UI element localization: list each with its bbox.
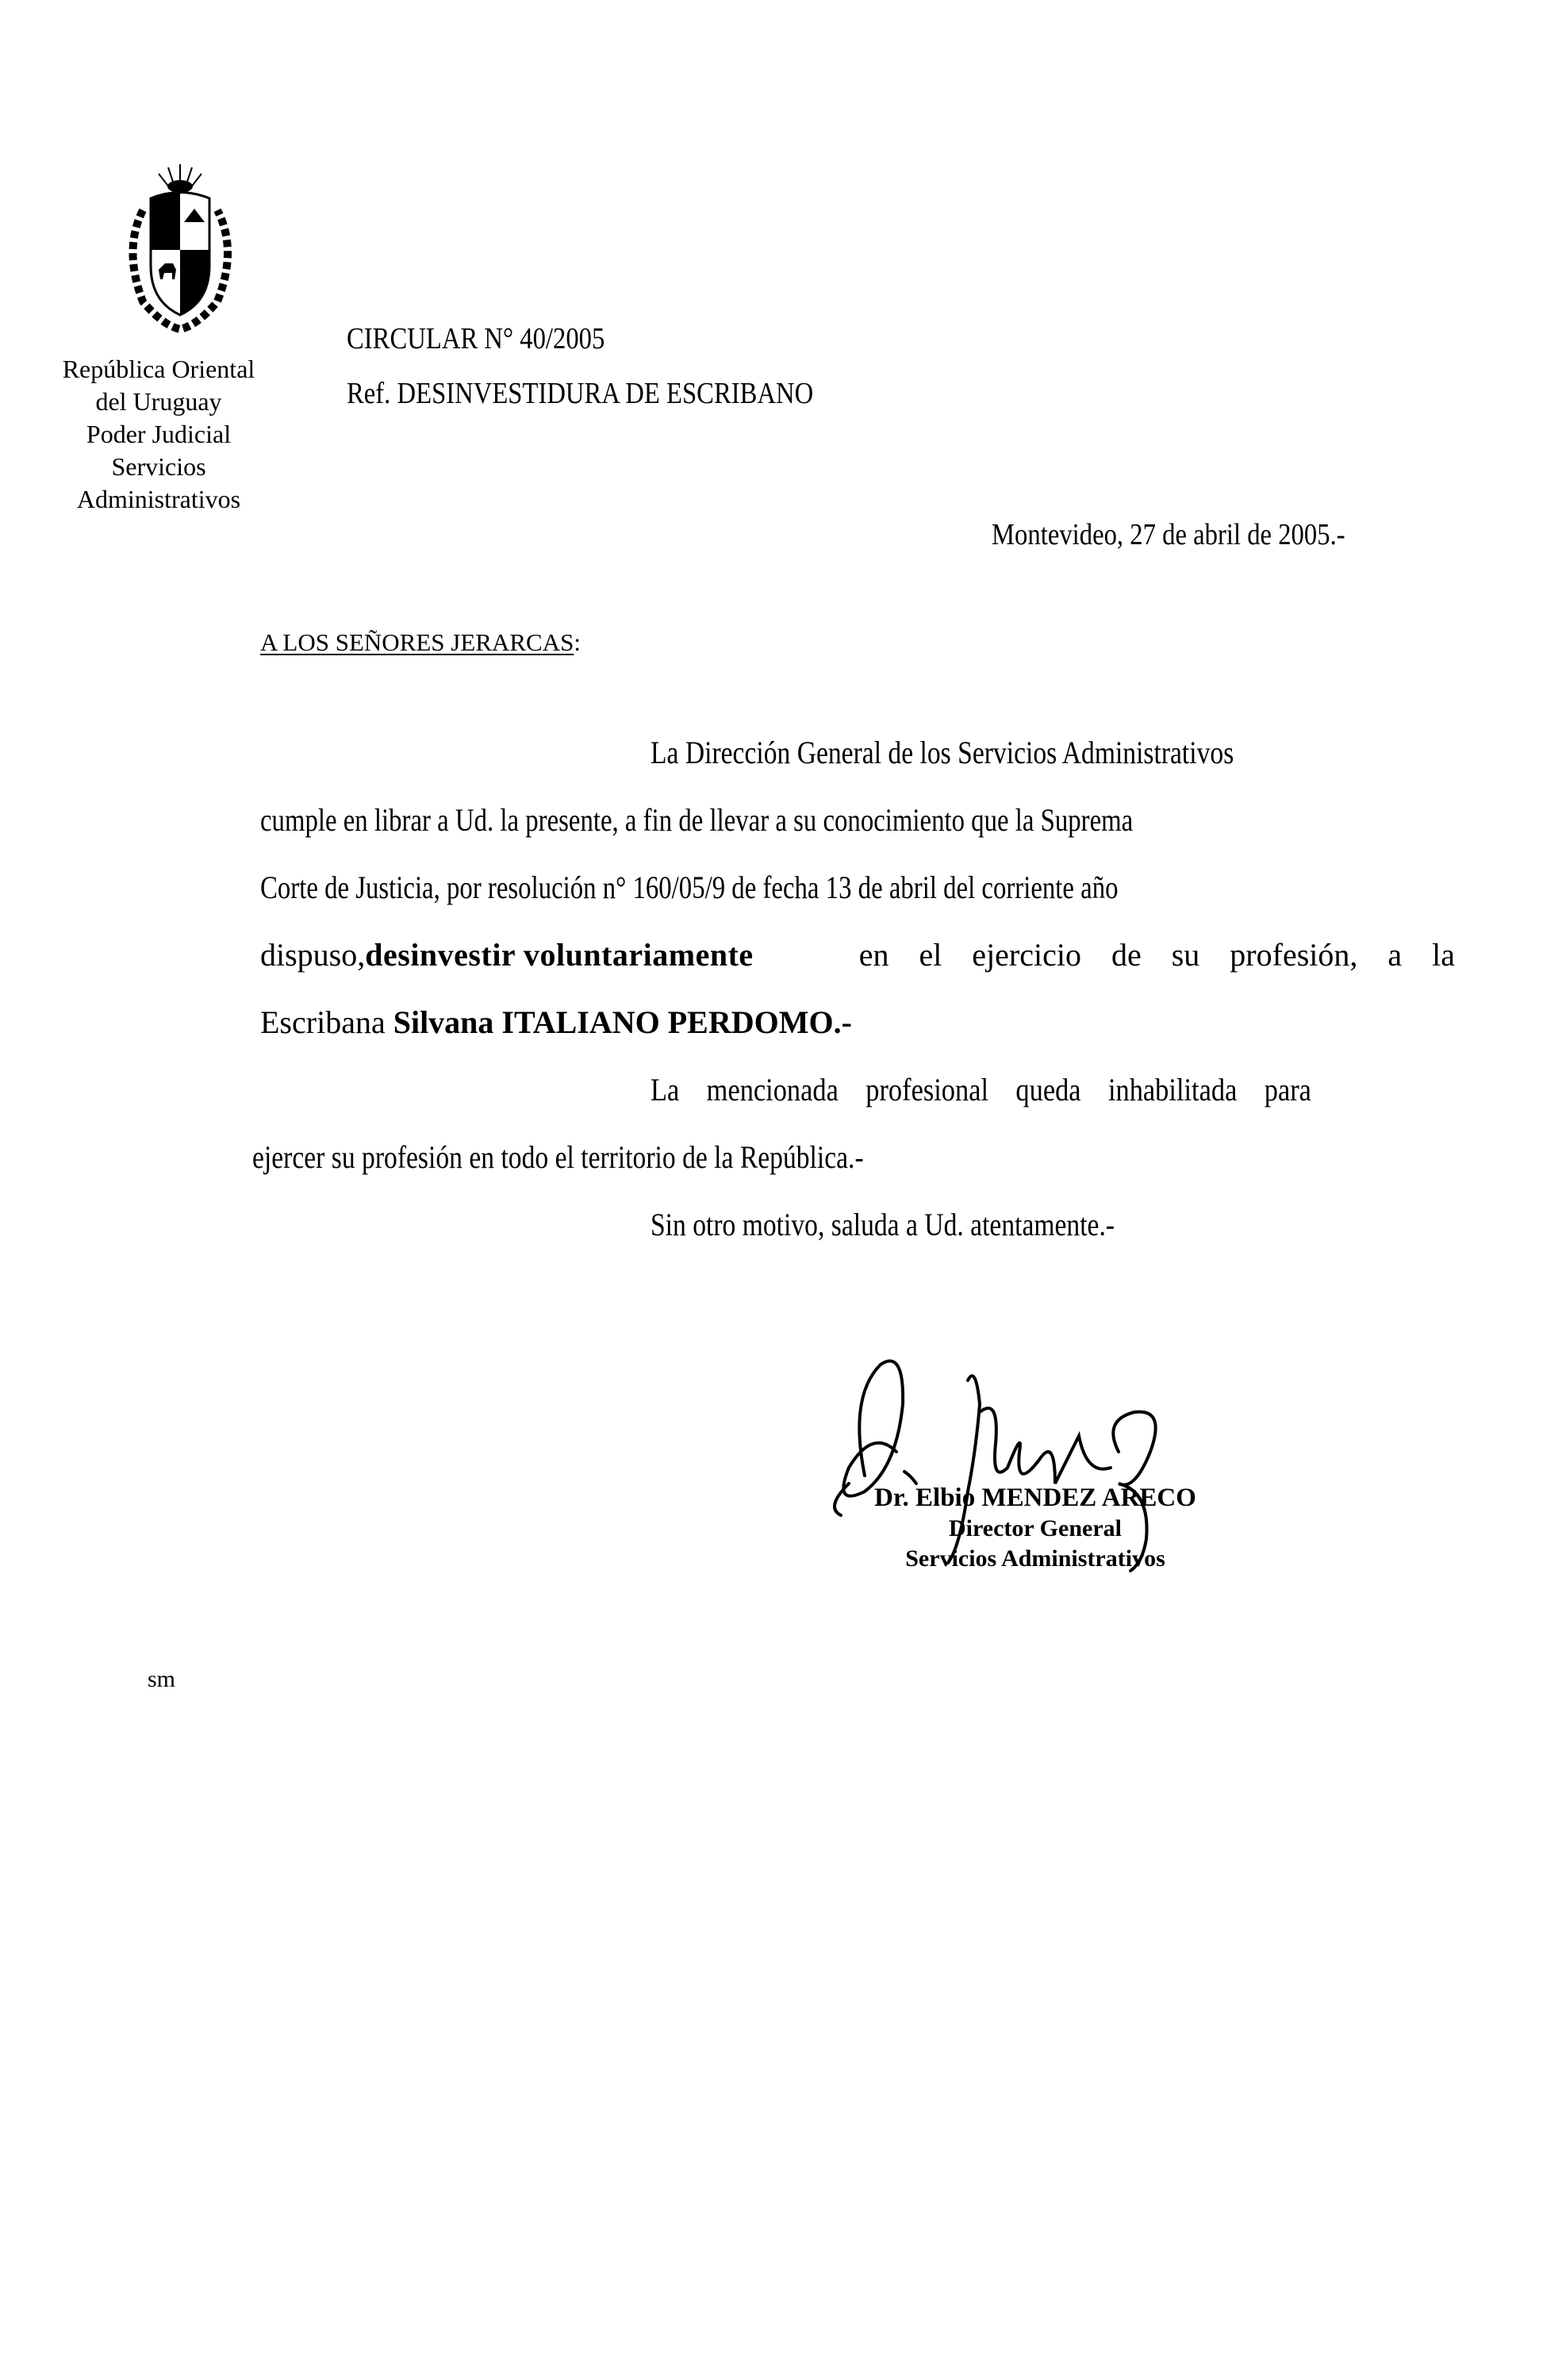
salutation-colon: : (574, 628, 581, 656)
coat-of-arms-seal (119, 163, 242, 333)
body-line: ejercer su profesión en todo el territorio de la República.- (252, 1139, 864, 1175)
body-line: La Dirección General de los Servicios Administrativos (651, 735, 1234, 770)
date-line: Montevideo, 27 de abril de 2005.- (992, 518, 1345, 551)
body-text: Escribana (260, 1004, 386, 1040)
coat-of-arms-icon (119, 163, 242, 333)
body-text: en el ejercicio de su profesión, a la (858, 937, 1455, 973)
signature-block (817, 1333, 1245, 1579)
institution-line: Servicios (111, 452, 206, 481)
body-bold-text: Silvana ITALIANO PERDOMO.- (393, 1004, 852, 1040)
body-text: dispuso, (260, 937, 366, 973)
institution-line: República Oriental (62, 355, 255, 383)
reference-line: Ref. DESINVESTIDURA DE ESCRIBANO (347, 377, 814, 410)
signatory-office: Servicios Administrativos (905, 1545, 1165, 1572)
body-line: La mencionada profesional queda inhabilitada para (651, 1072, 1311, 1107)
body-line: cumple en librar a Ud. la presente, a fin de llevar a su conocimiento que la Suprema (260, 802, 1134, 838)
institution-line: Administrativos (76, 485, 241, 513)
body-line-justified (260, 936, 1455, 973)
salutation-text: A LOS SEÑORES JERARCAS (260, 628, 574, 656)
body-line (260, 1004, 852, 1041)
institution-name (32, 353, 286, 516)
typist-initials: sm (148, 1666, 176, 1692)
institution-line: del Uruguay (95, 387, 222, 416)
closing-line: Sin otro motivo, saluda a Ud. atentamente.- (651, 1207, 1115, 1242)
institution-line: Poder Judicial (86, 420, 232, 448)
body-bold-text: desinvestir voluntariamente (365, 937, 754, 973)
body-line: Corte de Justicia, por resolución n° 160/05/9 de fecha 13 de abril del corriente año (260, 869, 1119, 905)
salutation (260, 628, 581, 657)
signatory-name: Dr. Elbio MENDEZ ARECO (874, 1484, 1196, 1512)
signatory-title: Director General (949, 1515, 1122, 1541)
circular-number: CIRCULAR N° 40/2005 (347, 322, 605, 355)
